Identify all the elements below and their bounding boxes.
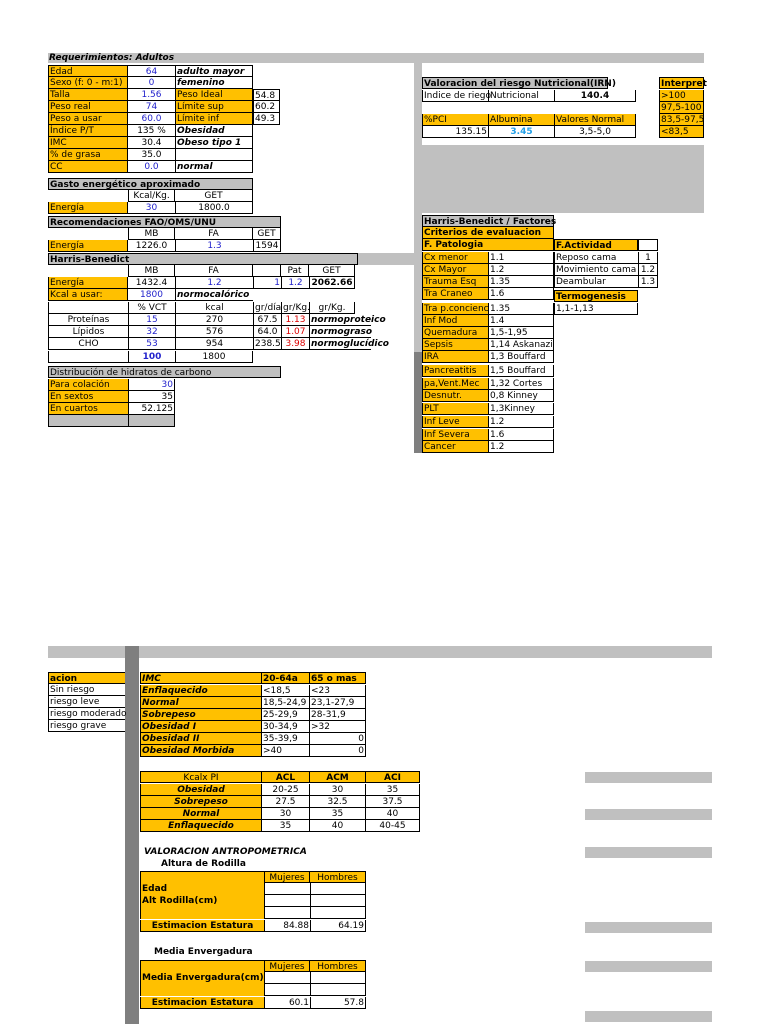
- side-bar: [585, 922, 712, 933]
- req-value[interactable]: 1.56: [128, 89, 175, 101]
- bottom-band: [48, 646, 712, 658]
- span-spacer: [310, 984, 366, 996]
- pat-value: 1,3 Bouffard: [488, 351, 554, 363]
- req-subvalue: 60.2: [253, 101, 280, 113]
- kcal-use-label: Kcal a usar:: [48, 289, 128, 301]
- termo-value: 1,1-1,13: [554, 303, 638, 315]
- imc-b: 28-31,9: [310, 709, 366, 721]
- imc-b: >32: [310, 721, 366, 733]
- knee-input[interactable]: [310, 883, 366, 895]
- knee-header-women: Mujeres: [264, 871, 310, 883]
- dist-title: Distribución de hidratos de carbono: [48, 366, 281, 378]
- macro-grd: 64.0: [253, 326, 281, 338]
- req-note: adulto mayor: [175, 65, 253, 77]
- risk-row: riesgo moderado: [50, 709, 127, 719]
- pat-value: 1.1: [488, 252, 554, 264]
- pat-name: Inf Mod: [422, 315, 488, 327]
- hb-header: GET: [309, 265, 355, 277]
- knee-title: Altura de Rodilla: [161, 859, 246, 869]
- req-sublabel: Límite inf: [175, 113, 253, 125]
- irn-albumina[interactable]: 3.45: [488, 126, 554, 138]
- imc-name: Normal: [140, 697, 262, 709]
- pat-name: Cx menor: [422, 252, 488, 264]
- side-bar: [585, 809, 712, 820]
- imc-header: IMC: [140, 672, 262, 684]
- irn-value: 140.4: [554, 90, 636, 102]
- knee-header-men: Hombres: [310, 871, 366, 883]
- pat-value: 1.2: [488, 441, 554, 453]
- dist-label: Para colación: [48, 379, 128, 391]
- req-value: 135 %: [128, 125, 175, 137]
- dist-label: En sextos: [48, 391, 128, 403]
- hb-pat[interactable]: 1.2: [281, 277, 309, 289]
- pat-value: 1.4: [488, 315, 554, 327]
- knee-row-label: Edad: [140, 883, 264, 895]
- act-name: Reposo cama: [554, 252, 638, 264]
- req-label: CC: [48, 161, 128, 173]
- macro-pct[interactable]: 32: [128, 326, 175, 338]
- hb-header: Pat: [281, 265, 309, 277]
- req-label: % de grasa: [48, 149, 128, 161]
- knee-input[interactable]: [264, 895, 310, 907]
- irn-title: Valoracion del riesgo Nutricional(IRN): [424, 79, 616, 89]
- hb-get: 2062.66: [309, 277, 355, 289]
- kcal-aci: 40-45: [366, 820, 420, 832]
- risk-title: acion: [48, 672, 125, 684]
- factors-pat-title: F. Patologia: [422, 239, 554, 251]
- macro-kcal: 954: [175, 338, 253, 350]
- pat-name: Inf Severa: [422, 429, 488, 441]
- span-header-women: Mujeres: [264, 960, 310, 972]
- span-corner: [140, 960, 264, 972]
- pat-value: 1,3Kinney: [488, 403, 554, 415]
- knee-input[interactable]: [310, 895, 366, 907]
- imc-a: 30-34,9: [262, 721, 310, 733]
- risk-row: Sin riesgo: [48, 684, 125, 696]
- hb-band: [358, 253, 414, 265]
- act-name: Deambular: [554, 276, 638, 288]
- macro-name: CHO: [48, 338, 128, 350]
- pat-value: 1.6: [488, 288, 554, 300]
- pat-name: Cx Mayor: [422, 264, 488, 276]
- imc-b: 0: [310, 745, 366, 757]
- side-bar: [585, 847, 712, 858]
- imc-a: 18,5-24,9: [262, 697, 310, 709]
- factors-subtitle: Criterios de evaluacion: [422, 227, 554, 239]
- hb-title: Harris-Benedict: [48, 253, 358, 265]
- req-note-empty: [175, 149, 253, 161]
- get-header: GET: [175, 190, 253, 202]
- imc-header: 20-64a: [262, 672, 310, 684]
- macro-note: normograso: [311, 327, 373, 337]
- req-value: 30.4: [128, 137, 175, 149]
- kcal-acm: 30: [310, 784, 366, 796]
- span-estimate-men: 57.8: [310, 997, 366, 1009]
- get-label: Energía: [48, 202, 128, 214]
- macro-grd: 238.5: [255, 339, 281, 349]
- imc-header: 65 o mas: [310, 672, 366, 684]
- termo-title: Termogenesis: [554, 290, 638, 302]
- macro-header: % VCT: [128, 302, 175, 314]
- pat-name: Sepsis: [422, 339, 488, 351]
- kcal-acl: 20-25: [262, 784, 310, 796]
- req-label: Edad: [48, 65, 128, 77]
- knee-row-label: Alt Rodilla(cm): [140, 895, 264, 907]
- hb-header: MB: [128, 265, 175, 277]
- macro-blank: [48, 351, 128, 363]
- kcal-acl: 30: [262, 808, 310, 820]
- fao-label: Energía: [48, 240, 128, 252]
- macro-grkg: 1.07: [281, 326, 309, 338]
- act-name: Movimiento cama: [556, 265, 637, 275]
- kcal-use-value[interactable]: 1800: [128, 289, 175, 301]
- knee-spacer: [264, 907, 310, 919]
- span-header-men: Hombres: [310, 960, 366, 972]
- risk-row: riesgo leve: [48, 696, 125, 708]
- factors-title: Harris-Benedict / Factores: [424, 217, 557, 227]
- dist-value: 35: [128, 391, 175, 403]
- span-estimate-women: 60.1: [264, 997, 310, 1009]
- side-bar: [585, 772, 712, 783]
- irn-normal: 3,5-5,0: [554, 126, 636, 138]
- macro-grkg: 3.98: [281, 338, 309, 350]
- macro-name: Lípidos: [48, 326, 128, 338]
- pat-value: 1,14 Askanazi: [490, 340, 553, 350]
- span-row-label: Media Envergadura(cm): [142, 973, 264, 983]
- risk-row: riesgo grave: [48, 720, 125, 732]
- pat-value: 1.2: [488, 264, 554, 276]
- macro-total-pct: 100: [128, 351, 175, 363]
- span-title: Media Envergadura: [154, 947, 253, 957]
- imc-b: 0: [310, 733, 366, 745]
- kcal-aci: 40: [366, 808, 420, 820]
- req-label: IMC: [48, 137, 128, 149]
- knee-estimate-men: 64.19: [310, 920, 366, 932]
- side-bar: [585, 961, 712, 972]
- pat-name: Inf Leve: [422, 416, 488, 428]
- get-title: Gasto energético aproximado: [48, 178, 253, 190]
- fao-title: Recomendaciones FAO/OMS/UNU: [48, 216, 281, 228]
- pat-value: 0,8 Kinney: [488, 390, 554, 402]
- macro-pct[interactable]: 53: [128, 338, 175, 350]
- pat-value: 1.2: [488, 416, 554, 428]
- act-value: 1.2: [638, 264, 658, 276]
- imc-a: <18,5: [262, 685, 310, 697]
- pat-name: PLT: [422, 403, 488, 415]
- knee-estimate-label: Estimacion Estatura: [140, 920, 264, 932]
- pat-value: 1,5-1,95: [488, 327, 554, 339]
- macro-total-kcal: 1800: [175, 351, 253, 363]
- dist-footer: [128, 415, 175, 427]
- dist-value[interactable]: 30: [128, 379, 175, 391]
- knee-corner: [140, 871, 264, 883]
- pat-name: Tra p.concienc: [424, 304, 489, 314]
- span-spacer: [264, 984, 310, 996]
- kcal-acl: 27.5: [262, 796, 310, 808]
- imc-name: Obesidad II: [140, 733, 262, 745]
- kcal-aci: 35: [366, 784, 420, 796]
- act-value: 1: [638, 252, 658, 264]
- hb-label: Energía: [48, 277, 128, 289]
- imc-a: 25-29,9: [262, 709, 310, 721]
- macro-note: normoproteico: [311, 315, 386, 325]
- interp-row: >100: [659, 90, 704, 102]
- knee-spacer: [310, 907, 366, 919]
- kcal-acm: 32.5: [310, 796, 366, 808]
- irn-pci: 135.15: [422, 126, 488, 138]
- macro-header: gr/Kg.: [309, 302, 355, 314]
- fao-header: MB: [128, 228, 175, 240]
- interp-row: <83,5: [659, 126, 704, 138]
- kcal-aci: 37.5: [366, 796, 420, 808]
- pat-name: IRA: [422, 351, 488, 363]
- req-label: Índice P/T: [48, 125, 128, 137]
- interp-row: 97,5-100: [659, 102, 704, 114]
- knee-input[interactable]: [264, 883, 310, 895]
- pat-name: Trauma Esq: [422, 276, 488, 288]
- pat-name: Tra Craneo: [422, 288, 488, 300]
- get-total: 1800.0: [175, 202, 253, 214]
- req-label: Peso a usar: [48, 113, 128, 125]
- req-label: Sexo (f: 0 - m:1): [48, 77, 128, 89]
- span-input[interactable]: [264, 972, 310, 984]
- req-value: 35.0: [128, 149, 175, 161]
- macro-pct[interactable]: 15: [128, 314, 175, 326]
- macro-grd: 67.5: [253, 314, 281, 326]
- hb-header-empty: [253, 265, 281, 277]
- macro-header: kcal: [175, 302, 253, 314]
- imc-a: 35-39,9: [262, 733, 310, 745]
- imc-name: Enflaquecido: [140, 685, 262, 697]
- kcal-header: ACL: [262, 771, 310, 783]
- irn-header: %PCI: [422, 114, 488, 126]
- knee-spacer: [140, 907, 264, 919]
- req-value[interactable]: 74: [128, 101, 175, 113]
- fao-get: 1594: [253, 240, 281, 252]
- req-title: Requerimientos: Adultos: [49, 53, 175, 63]
- pat-value: 1,32 Cortes: [488, 378, 554, 390]
- interp-title: Interpret: [661, 79, 707, 89]
- fao-header: GET: [253, 228, 281, 240]
- factors-divider: [414, 352, 422, 453]
- get-header: Kcal/Kg.: [128, 190, 175, 202]
- pat-value: 1.35: [488, 303, 554, 315]
- span-input[interactable]: [310, 972, 366, 984]
- antro-title: VALORACION ANTROPOMETRICA: [144, 847, 307, 857]
- hb-factor[interactable]: 1: [253, 277, 281, 289]
- irn-header: Albumina: [488, 114, 554, 126]
- dist-footer: [48, 415, 128, 427]
- irn-label: Indice de riego: [424, 91, 491, 101]
- pat-name: Desnutr.: [422, 390, 488, 402]
- req-subvalue: 54.8: [253, 89, 280, 101]
- req-value[interactable]: 64: [128, 65, 175, 77]
- imc-b: 23,1-27,9: [310, 697, 366, 709]
- knee-estimate-women: 84.88: [264, 920, 310, 932]
- req-subvalue: 49.3: [253, 113, 280, 125]
- kcal-name: Obesidad: [140, 784, 262, 796]
- interp-row: 83,5-97,5: [661, 115, 705, 125]
- get-kcal-kg[interactable]: 30: [128, 202, 175, 214]
- req-value[interactable]: 0: [128, 77, 175, 89]
- macro-note: normoglucídico: [311, 339, 389, 349]
- req-note: femenino: [175, 77, 253, 89]
- req-sublabel: Peso Ideal: [175, 89, 253, 101]
- pat-name: Pancreatitis: [422, 365, 488, 377]
- pat-name: Cancer: [422, 441, 488, 453]
- dist-value: 52.125: [128, 403, 175, 415]
- kcal-acl: 35: [262, 820, 310, 832]
- factors-act-blank: [638, 239, 658, 251]
- hb-mb: 1432.4: [128, 277, 175, 289]
- right-band: [422, 145, 704, 213]
- macro-kcal: 576: [175, 326, 253, 338]
- pat-name: pa,Vent.Mec: [422, 378, 488, 390]
- macro-blank: [48, 302, 128, 314]
- macro-grkg: 1.13: [281, 314, 309, 326]
- pat-name: Quemadura: [422, 327, 488, 339]
- kcal-name: Sobrepeso: [140, 796, 262, 808]
- irn-label: Nutricional: [488, 90, 554, 102]
- kcal-acm: 40: [310, 820, 366, 832]
- span-estimate-label: Estimacion Estatura: [140, 997, 264, 1009]
- macro-header: gr/Kg.: [283, 303, 310, 313]
- act-value: 1.3: [638, 276, 658, 288]
- req-note: Obesidad: [175, 125, 253, 137]
- macro-name: Proteínas: [48, 314, 128, 326]
- bottom-vertical-divider: [125, 646, 139, 1024]
- fao-header: FA: [175, 228, 253, 240]
- macro-header: gr/día: [255, 303, 282, 313]
- kcal-name: Enflaquecido: [140, 820, 262, 832]
- kcal-use-note: normocalórico: [175, 289, 253, 301]
- kcal-acm: 35: [310, 808, 366, 820]
- imc-name: Obesidad Morbida: [140, 745, 262, 757]
- kcal-header: Kcalx PI: [140, 771, 262, 783]
- imc-name: Sobrepeso: [140, 709, 262, 721]
- imc-a: >40: [262, 745, 310, 757]
- imc-name: Obesidad I: [140, 721, 262, 733]
- factors-act-title: F.Actividad: [554, 239, 638, 251]
- req-value[interactable]: 60.0: [128, 113, 175, 125]
- pat-value: 1,5 Bouffard: [488, 365, 554, 377]
- kcal-name: Normal: [140, 808, 262, 820]
- dist-label: En cuartos: [48, 403, 128, 415]
- fao-fa[interactable]: 1.3: [175, 240, 253, 252]
- irn-header: Valores Normal: [554, 114, 636, 126]
- pat-value: 1.6: [488, 429, 554, 441]
- span-spacer: [140, 984, 264, 996]
- imc-b: <23: [310, 685, 366, 697]
- req-label: Talla: [48, 89, 128, 101]
- req-sublabel: Límite sup: [175, 101, 253, 113]
- kcal-header: ACI: [366, 771, 420, 783]
- req-note: Obeso tipo 1: [175, 137, 253, 149]
- req-note: normal: [175, 161, 253, 173]
- req-label: Peso real: [48, 101, 128, 113]
- fao-mb: 1226.0: [128, 240, 175, 252]
- hb-fa[interactable]: 1.2: [175, 277, 253, 289]
- hb-header: FA: [175, 265, 253, 277]
- macro-kcal: 270: [175, 314, 253, 326]
- pat-value: 1.35: [488, 276, 554, 288]
- kcal-header: ACM: [310, 771, 366, 783]
- req-value[interactable]: 0.0: [128, 161, 175, 173]
- side-bar: [585, 1011, 712, 1022]
